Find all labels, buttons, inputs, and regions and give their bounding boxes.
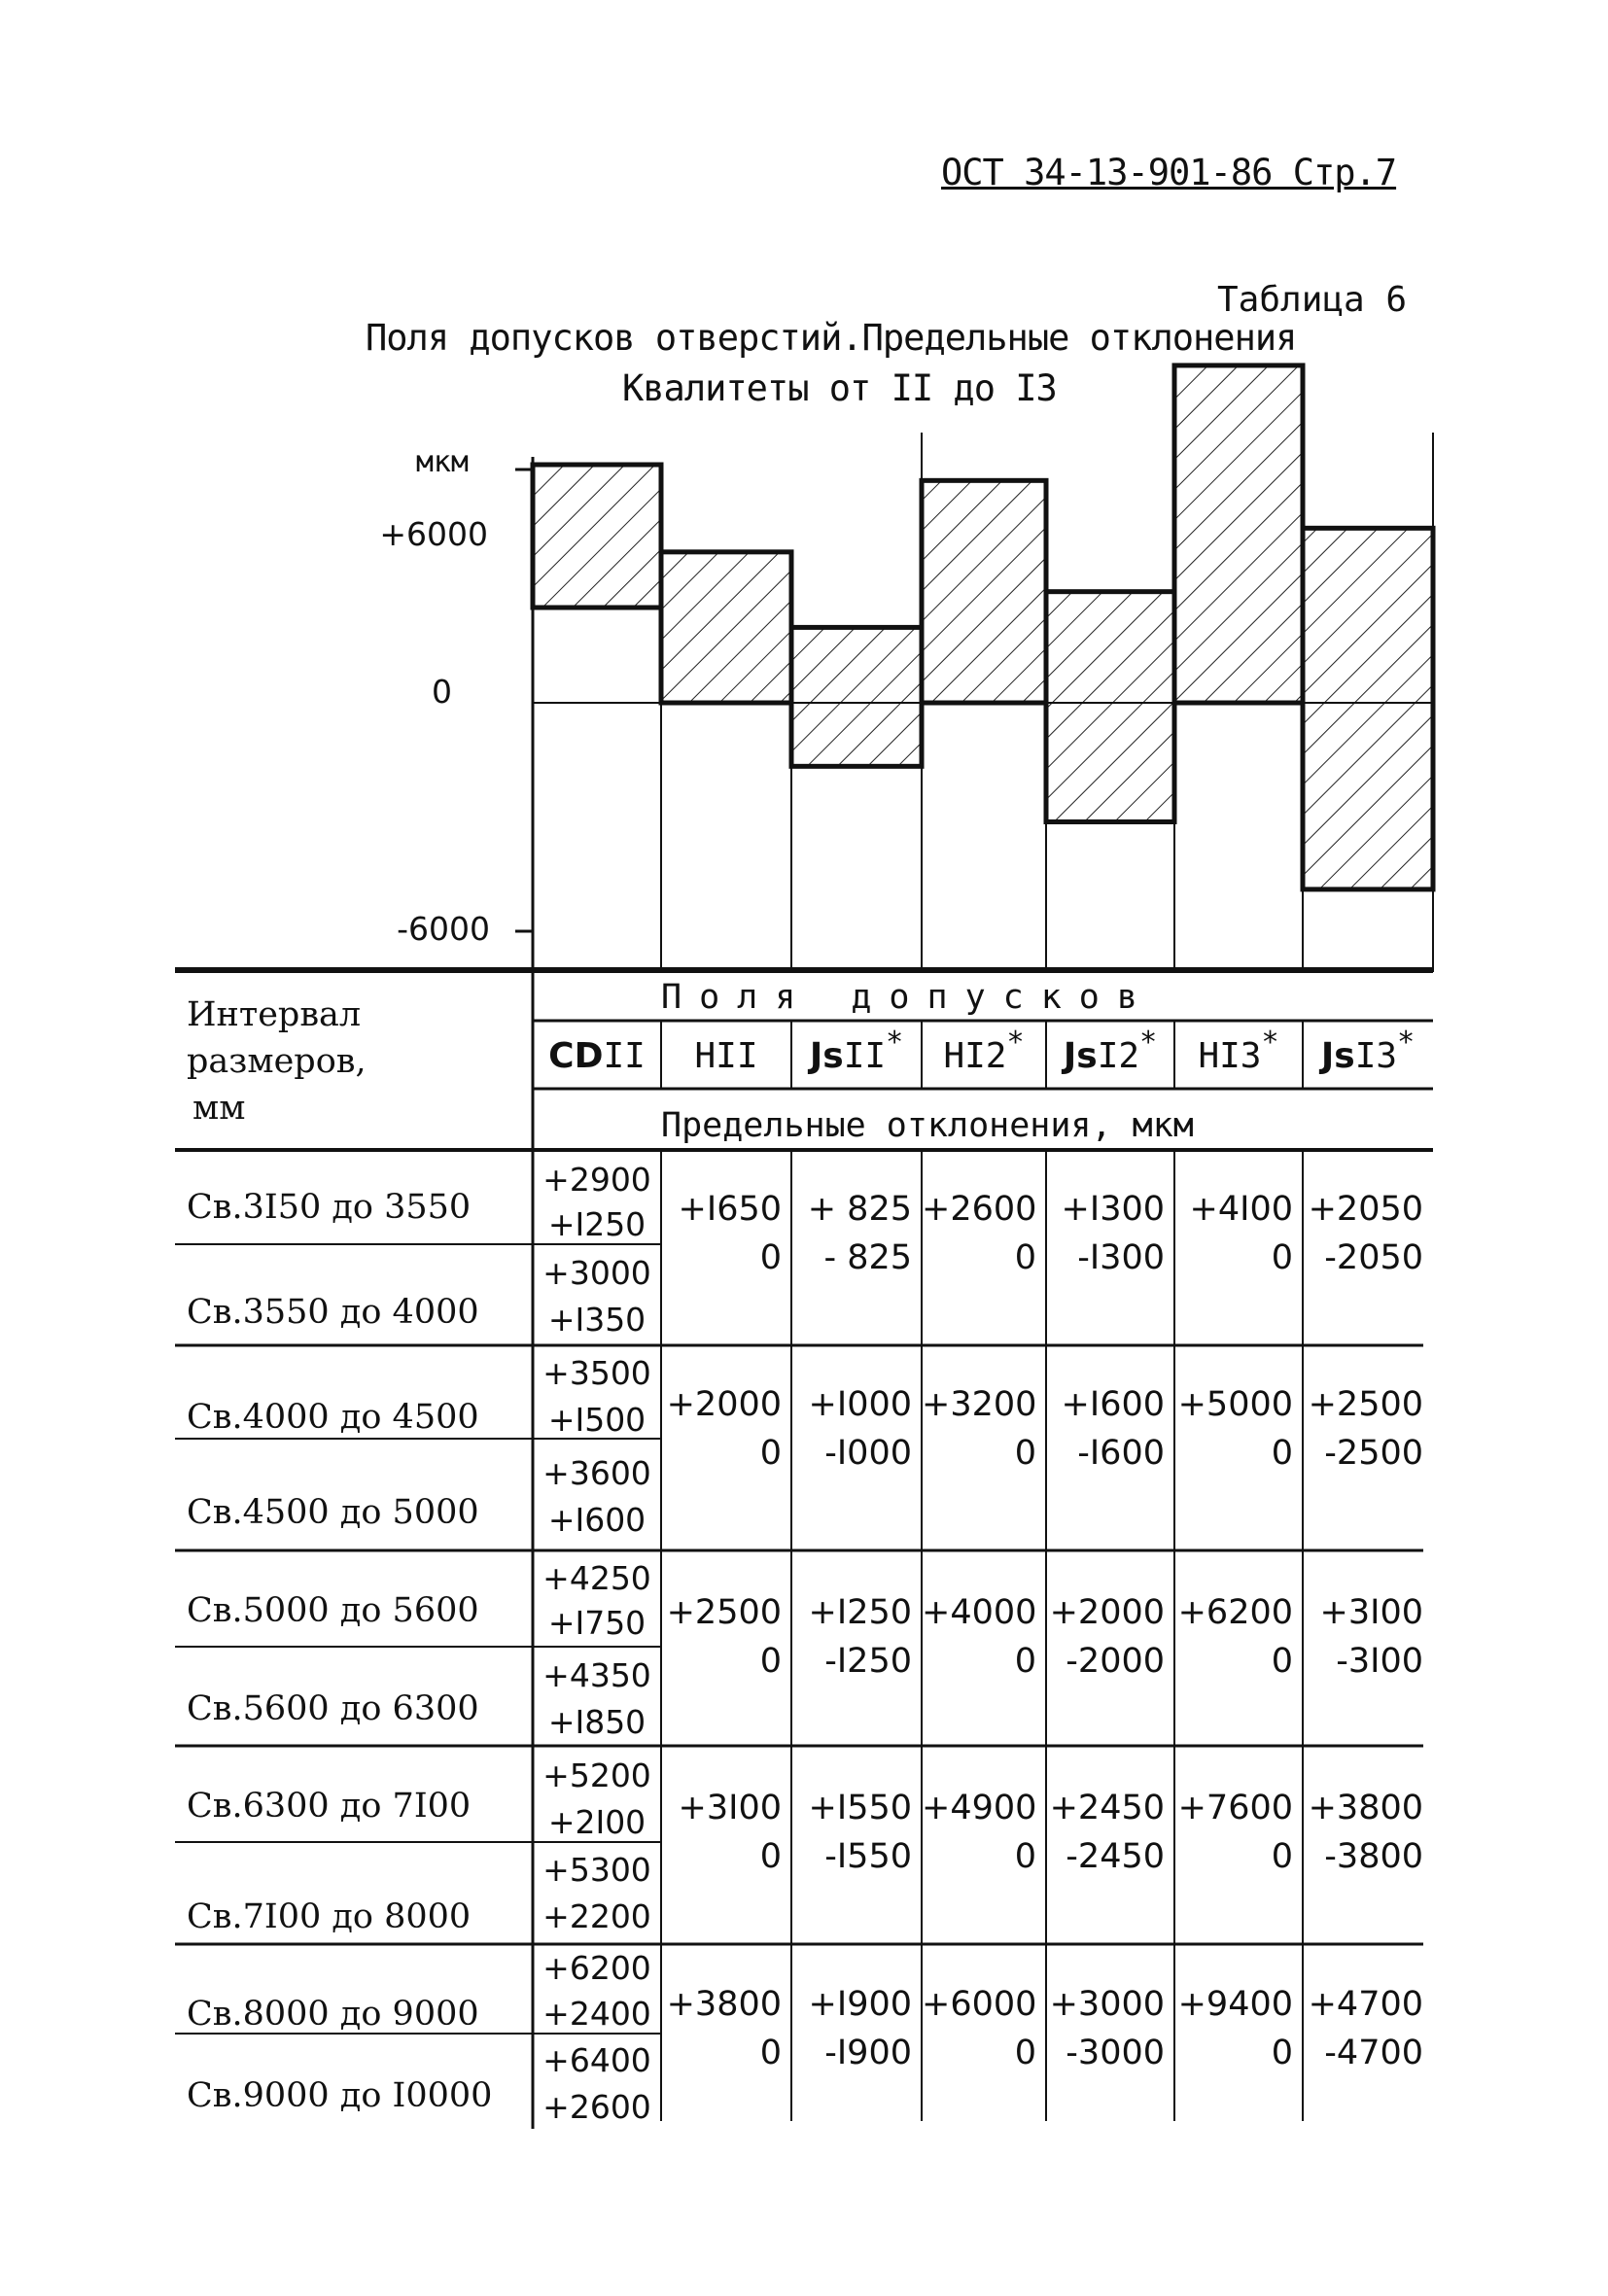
y-tick-label: -6000 bbox=[397, 910, 490, 948]
upper-deviation-value: +I900 bbox=[808, 1985, 912, 2024]
upper-deviation-value: +4700 bbox=[1308, 1985, 1423, 2024]
lower-deviation-value: -2000 bbox=[1066, 1642, 1165, 1681]
cd11-upper-deviation: +3600 bbox=[542, 1454, 651, 1492]
table-title: Поля допусков отверстий.Предельные отклонения bbox=[366, 317, 1297, 359]
upper-deviation-value: +4900 bbox=[922, 1789, 1037, 1827]
lower-deviation-value: 0 bbox=[1014, 1642, 1036, 1681]
footnote-asterisk: * bbox=[1397, 1026, 1416, 1060]
cd11-lower-deviation: +2600 bbox=[542, 2088, 651, 2126]
cd11-upper-deviation: +2900 bbox=[542, 1161, 651, 1199]
upper-deviation-value: +7600 bbox=[1177, 1789, 1293, 1827]
column-header-main: Js bbox=[1320, 1036, 1355, 1076]
tolerance-bar-jsi2 bbox=[1046, 592, 1174, 822]
column-header-tail: HI2 bbox=[943, 1036, 1007, 1076]
upper-deviation-value: +3200 bbox=[922, 1385, 1037, 1424]
upper-deviation-value: +2450 bbox=[1049, 1789, 1165, 1827]
lower-deviation-value: -I000 bbox=[824, 1434, 912, 1473]
size-interval-label: Св.4500 до 5000 bbox=[187, 1493, 479, 1532]
column-header bbox=[1174, 1026, 1303, 1076]
size-interval-label: Св.9000 до I0000 bbox=[187, 2076, 493, 2115]
tolerance-bar-hi2 bbox=[922, 480, 1046, 703]
upper-deviation-value: +5000 bbox=[1177, 1385, 1293, 1424]
cd11-upper-deviation: +4350 bbox=[542, 1656, 651, 1694]
size-interval-label: Св.8000 до 9000 bbox=[187, 1995, 479, 2034]
lower-deviation-value: 0 bbox=[1014, 1837, 1036, 1876]
upper-deviation-value: +3I00 bbox=[678, 1789, 782, 1827]
footnote-asterisk: * bbox=[1261, 1026, 1279, 1060]
cd11-upper-deviation: +6400 bbox=[542, 2041, 651, 2079]
lower-deviation-value: -4700 bbox=[1324, 2034, 1423, 2072]
upper-deviation-value: +6200 bbox=[1177, 1593, 1293, 1632]
size-interval-label: Св.4000 до 4500 bbox=[187, 1398, 479, 1437]
cd11-lower-deviation: +I250 bbox=[547, 1205, 647, 1243]
header-line: размеров, bbox=[187, 1042, 367, 1081]
cd11-upper-deviation: +4250 bbox=[542, 1559, 651, 1597]
column-header-tail: I3 bbox=[1354, 1036, 1398, 1076]
lower-deviation-value: -I300 bbox=[1077, 1238, 1165, 1277]
limit-deviations-header: Предельные отклонения, мкм bbox=[661, 1106, 1194, 1145]
y-tick-label: 0 bbox=[432, 673, 452, 711]
lower-deviation-value: - 825 bbox=[823, 1238, 912, 1277]
cd11-lower-deviation: +I600 bbox=[547, 1501, 647, 1539]
cd11-upper-deviation: +3500 bbox=[542, 1354, 651, 1392]
cd11-upper-deviation: +6200 bbox=[542, 1949, 651, 1987]
tolerance-fields-header: Поля допусков bbox=[661, 978, 1155, 1017]
cd11-lower-deviation: +2I00 bbox=[547, 1803, 647, 1841]
upper-deviation-value: +I000 bbox=[808, 1385, 912, 1424]
upper-deviation-value: +2050 bbox=[1308, 1190, 1423, 1229]
lower-deviation-value: -3800 bbox=[1324, 1837, 1423, 1876]
size-interval-label: Св.6300 до 7I00 bbox=[187, 1787, 472, 1826]
lower-deviation-value: 0 bbox=[1271, 2034, 1293, 2072]
upper-deviation-value: +6000 bbox=[922, 1985, 1037, 2024]
upper-deviation-value: +I600 bbox=[1061, 1385, 1165, 1424]
column-header bbox=[1303, 1026, 1433, 1076]
lower-deviation-value: -I900 bbox=[824, 2034, 912, 2072]
size-interval-label: Св.5600 до 6300 bbox=[187, 1689, 479, 1728]
document-reference: ОСТ 34-13-901-86 Стр.7 bbox=[941, 152, 1397, 193]
lower-deviation-value: -I550 bbox=[824, 1837, 912, 1876]
upper-deviation-value: +4I00 bbox=[1189, 1190, 1293, 1229]
column-header-tail: HII bbox=[694, 1036, 758, 1076]
lower-deviation-value: 0 bbox=[759, 1642, 782, 1681]
lower-deviation-value: -I600 bbox=[1077, 1434, 1165, 1473]
column-header bbox=[533, 1036, 661, 1076]
lower-deviation-value: 0 bbox=[759, 2034, 782, 2072]
upper-deviation-value: +3I00 bbox=[1319, 1593, 1423, 1632]
lower-deviation-value: -2450 bbox=[1066, 1837, 1165, 1876]
tolerance-bar-jsi3 bbox=[1303, 528, 1433, 889]
upper-deviation-value: +2500 bbox=[1308, 1385, 1423, 1424]
upper-deviation-value: +9400 bbox=[1177, 1985, 1293, 2024]
upper-deviation-value: +3800 bbox=[666, 1985, 782, 2024]
column-header bbox=[661, 1036, 791, 1076]
cd11-lower-deviation: +I750 bbox=[547, 1604, 647, 1642]
cd11-lower-deviation: +2400 bbox=[542, 1995, 651, 2033]
size-interval-label: Св.3I50 до 3550 bbox=[187, 1188, 472, 1227]
upper-deviation-value: +I550 bbox=[808, 1789, 912, 1827]
lower-deviation-value: 0 bbox=[759, 1238, 782, 1277]
upper-deviation-value: +2500 bbox=[666, 1593, 782, 1632]
lower-deviation-value: 0 bbox=[1014, 1434, 1036, 1473]
column-header bbox=[791, 1026, 922, 1076]
lower-deviation-value: 0 bbox=[1271, 1434, 1293, 1473]
footnote-asterisk: * bbox=[1006, 1026, 1025, 1060]
footnote-asterisk: * bbox=[1139, 1026, 1158, 1060]
column-header-main: Js bbox=[1063, 1036, 1098, 1076]
lower-deviation-value: 0 bbox=[759, 1837, 782, 1876]
table-number: Таблица 6 bbox=[1217, 280, 1408, 320]
upper-deviation-value: +3000 bbox=[1049, 1985, 1165, 2024]
cd11-lower-deviation: +I500 bbox=[547, 1401, 647, 1439]
column-header bbox=[1046, 1026, 1174, 1076]
table-subtitle: Квалитеты от II до I3 bbox=[622, 367, 1057, 409]
footnote-asterisk: * bbox=[886, 1026, 904, 1060]
column-header-tail: II bbox=[843, 1036, 887, 1076]
upper-deviation-value: +4000 bbox=[922, 1593, 1037, 1632]
header-line: Интервал bbox=[187, 995, 362, 1034]
lower-deviation-value: 0 bbox=[1271, 1837, 1293, 1876]
upper-deviation-value: + 825 bbox=[807, 1190, 912, 1229]
tolerance-bar-jsii bbox=[791, 627, 922, 766]
lower-deviation-value: 0 bbox=[1014, 2034, 1036, 2072]
column-header-main: Js bbox=[809, 1036, 844, 1076]
column-header-tail: II bbox=[603, 1036, 646, 1076]
column-header-tail: HI3 bbox=[1198, 1036, 1262, 1076]
tolerance-bar-hi3 bbox=[1174, 365, 1303, 703]
column-header-tail: I2 bbox=[1097, 1036, 1140, 1076]
upper-deviation-value: +I250 bbox=[808, 1593, 912, 1632]
tolerance-bar-hii bbox=[661, 552, 791, 703]
size-interval-label: Св.7I00 до 8000 bbox=[187, 1897, 472, 1936]
lower-deviation-value: -2500 bbox=[1324, 1434, 1423, 1473]
size-interval-label: Св.5000 до 5600 bbox=[187, 1591, 479, 1630]
lower-deviation-value: -I250 bbox=[824, 1642, 912, 1681]
size-interval-header bbox=[187, 991, 367, 1131]
cd11-lower-deviation: +2200 bbox=[542, 1897, 651, 1935]
lower-deviation-value: -2050 bbox=[1324, 1238, 1423, 1277]
cd11-lower-deviation: +I850 bbox=[547, 1703, 647, 1741]
cd11-lower-deviation: +I350 bbox=[547, 1301, 647, 1339]
lower-deviation-value: -3000 bbox=[1066, 2034, 1165, 2072]
cd11-upper-deviation: +5200 bbox=[542, 1757, 651, 1794]
column-header-main: CD bbox=[548, 1036, 604, 1076]
upper-deviation-value: +3800 bbox=[1308, 1789, 1423, 1827]
lower-deviation-value: 0 bbox=[759, 1434, 782, 1473]
header-line: мм bbox=[192, 1089, 246, 1128]
lower-deviation-value: 0 bbox=[1271, 1238, 1293, 1277]
upper-deviation-value: +I650 bbox=[678, 1190, 782, 1229]
size-interval-label: Св.3550 до 4000 bbox=[187, 1293, 479, 1332]
lower-deviation-value: 0 bbox=[1271, 1642, 1293, 1681]
y-axis-unit: мкм bbox=[415, 445, 469, 479]
upper-deviation-value: +2600 bbox=[922, 1190, 1037, 1229]
cd11-upper-deviation: +5300 bbox=[542, 1851, 651, 1889]
upper-deviation-value: +I300 bbox=[1061, 1190, 1165, 1229]
upper-deviation-value: +2000 bbox=[1049, 1593, 1165, 1632]
column-header bbox=[922, 1026, 1046, 1076]
lower-deviation-value: -3I00 bbox=[1336, 1642, 1423, 1681]
upper-deviation-value: +2000 bbox=[666, 1385, 782, 1424]
cd11-upper-deviation: +3000 bbox=[542, 1254, 651, 1292]
tolerance-bar-cdii bbox=[533, 465, 661, 608]
lower-deviation-value: 0 bbox=[1014, 1238, 1036, 1277]
y-tick-label: +6000 bbox=[379, 515, 488, 553]
